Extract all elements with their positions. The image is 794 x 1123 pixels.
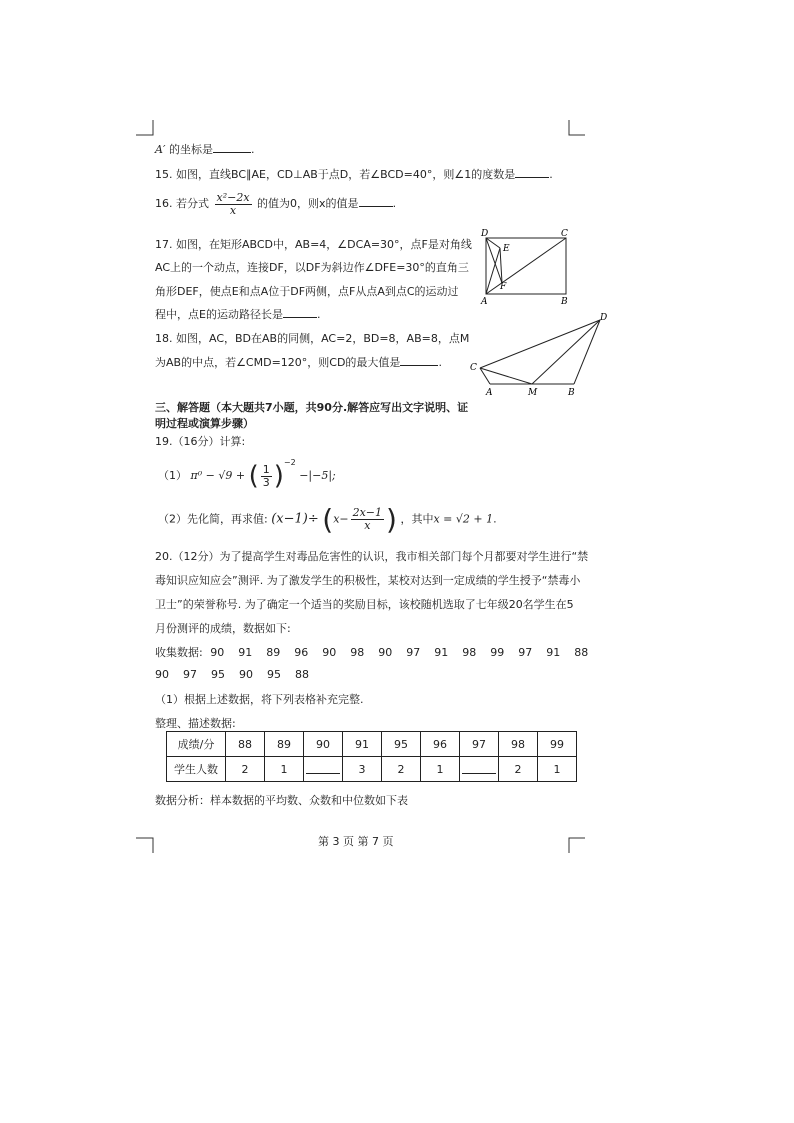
- table-cell-score: 97: [460, 732, 499, 757]
- data-value: 97: [183, 668, 197, 681]
- question-18-line-2-text: 为AB的中点，若∠CMD=120°，则CD的最大值是: [155, 356, 401, 369]
- collected-data-row-1: [155, 644, 602, 660]
- fraction-denominator: x: [364, 519, 371, 532]
- question-19-part-2: （2）先化简，再求值: (x−1)÷ (x− $\frac{2x-1}{x}$ ) ，其中x = √2 + 1.: [158, 503, 497, 536]
- question-16-pre: 16. 若分式: [155, 197, 209, 211]
- question-17-line-4-text: 程中，点E的运动路径长是: [155, 308, 283, 321]
- question-16-post: 的值为0，则x的值是: [257, 197, 359, 211]
- data-value: 91: [434, 646, 449, 659]
- answer-blank[interactable]: [213, 142, 251, 153]
- data-value: 97: [406, 646, 421, 659]
- question-20-line-2: 毒知识应知应会”测评. 为了激发学生的积极性，某校对达到一定成绩的学生授予“禁毒小: [155, 574, 581, 587]
- data-value: 91: [238, 646, 253, 659]
- point-label: A′: [155, 143, 166, 156]
- question-17-line-3: 角形DEF，使点E和点A位于DF两侧，点F从点A到点C的运动过: [155, 285, 459, 298]
- question-20-sub-1: （1）根据上述数据，将下列表格补充完整.: [155, 693, 364, 706]
- label-m: M: [528, 388, 538, 398]
- data-value: 98: [350, 646, 365, 659]
- data-value: 90: [239, 668, 253, 681]
- table-cell-score: 90: [304, 732, 343, 757]
- data-values: [210, 646, 602, 659]
- table-cell-score: 95: [382, 732, 421, 757]
- fraction-numerator: 1: [262, 462, 270, 476]
- question-19-end: .: [493, 512, 497, 526]
- given-label: ，其中: [400, 512, 434, 526]
- data-value: 91: [546, 646, 561, 659]
- fraction: [261, 464, 272, 488]
- label-f: F: [500, 282, 507, 292]
- table-cell-score: 98: [499, 732, 538, 757]
- fraction-numerator: 2x−1: [352, 506, 383, 520]
- expression: (x−1)÷: [271, 511, 319, 527]
- data-value: 96: [294, 646, 309, 659]
- q17-rectangle-figure: [478, 226, 578, 306]
- question-16: [155, 192, 396, 216]
- table-cell-count: 1: [421, 757, 460, 782]
- fraction: [215, 192, 252, 216]
- data-analysis-text: 数据分析：样本数据的平均数、众数和中位数如下表: [155, 794, 408, 807]
- question-18-line-1: 18. 如图，AC，BD在AB的同侧，AC=2，BD=8，AB=8，点M: [155, 332, 470, 345]
- exponent: −2: [283, 458, 296, 467]
- question-17-end: .: [316, 308, 321, 321]
- label-a: A: [481, 297, 488, 306]
- question-20-line-1: 20.（12分）为了提高学生对毒品危害性的认识，我市相关部门每个月都要对学生进行“禁: [155, 550, 589, 563]
- table-row-scores: [167, 732, 577, 757]
- data-value: 88: [295, 668, 309, 681]
- prev-question-end: .: [250, 143, 255, 156]
- label-e: E: [503, 244, 510, 254]
- expression: x−: [333, 512, 349, 526]
- prev-question-tail: [155, 141, 254, 157]
- question-17-line-4: [155, 306, 320, 322]
- question-19-part-1: （1） π⁰ − √9 + ( $\frac{1}{3}$ )$^{-2}$ −|−5|;: [158, 458, 336, 491]
- fraction-denominator: 3: [262, 475, 270, 489]
- label-d: D: [481, 229, 489, 239]
- fraction: [351, 507, 384, 531]
- question-19-title: 19.（16分）计算:: [155, 435, 246, 448]
- table-cell-count: 2: [382, 757, 421, 782]
- table-cell-count: 2: [226, 757, 265, 782]
- data-value: 89: [266, 646, 281, 659]
- table-cell-count: 3: [343, 757, 382, 782]
- label-b: B: [568, 388, 575, 398]
- label-a: A: [486, 388, 493, 398]
- label-c: C: [470, 363, 477, 373]
- expression: −|−5|;: [299, 469, 336, 482]
- question-17-line-2: AC上的一个动点，连接DF，以DF为斜边作∠DFE=30°的直角三: [155, 261, 469, 274]
- table-cell-score: 88: [226, 732, 265, 757]
- data-value: 98: [462, 646, 477, 659]
- part-label: （1）: [158, 469, 187, 482]
- label-d: D: [600, 313, 608, 323]
- question-15-text: 15. 如图，直线BC∥AE，CD⊥AB于点D，若∠BCD=40°，则∠1的度数是: [155, 168, 516, 181]
- organize-label: 整理、描述数据:: [155, 717, 236, 730]
- answer-blank[interactable]: [283, 307, 317, 318]
- question-20-line-3: 卫士”的荣誉称号. 为了确定一个适当的奖励目标，该校随机选取了七年级20名学生在5: [155, 598, 574, 611]
- data-value: 95: [211, 668, 225, 681]
- answer-blank[interactable]: [462, 761, 496, 774]
- score-table: [166, 731, 577, 782]
- table-cell-score: 96: [421, 732, 460, 757]
- question-16-end: .: [392, 197, 397, 211]
- data-values: [155, 668, 323, 681]
- given-value: x = √2 + 1: [433, 512, 494, 526]
- label-c: C: [561, 229, 568, 239]
- data-value: 99: [490, 646, 505, 659]
- data-value: 90: [322, 646, 337, 659]
- answer-blank[interactable]: [306, 761, 340, 774]
- table-cell-count: 1: [265, 757, 304, 782]
- fraction-denominator: x: [229, 203, 237, 217]
- table-cell-score: 91: [343, 732, 382, 757]
- question-15-end: .: [549, 168, 553, 181]
- table-cell-count: 1: [538, 757, 577, 782]
- data-value: 90: [378, 646, 393, 659]
- table-cell-score: 99: [538, 732, 577, 757]
- table-cell-blank[interactable]: [304, 757, 343, 782]
- question-20-line-4: 月份测评的成绩，数据如下:: [155, 622, 291, 635]
- table-cell-blank[interactable]: [460, 757, 499, 782]
- table-row-counts: [167, 757, 577, 782]
- table-header-count: 学生人数: [167, 757, 226, 782]
- expression: π⁰ − √9 +: [190, 469, 246, 482]
- table-cell-count: 2: [499, 757, 538, 782]
- data-value: 97: [518, 646, 533, 659]
- data-value: 88: [574, 646, 589, 659]
- answer-blank[interactable]: [515, 167, 549, 178]
- prev-question-text: 的坐标是: [165, 143, 213, 156]
- answer-blank[interactable]: [359, 196, 393, 207]
- question-15: [155, 166, 553, 182]
- table-header-score: 成绩/分: [167, 732, 226, 757]
- collected-data-row-2: [155, 668, 323, 681]
- q18-triangle-figure: [462, 310, 612, 400]
- data-value: 90: [210, 646, 225, 659]
- data-value: 90: [155, 668, 169, 681]
- label-b: B: [561, 297, 568, 306]
- collect-label: 收集数据:: [155, 646, 203, 659]
- page-footer: 第 3 页 第 7 页: [318, 835, 394, 848]
- table-cell-score: 89: [265, 732, 304, 757]
- question-18-line-2: [155, 354, 442, 370]
- part-label: （2）先化简，再求值:: [158, 512, 268, 526]
- question-17-line-1: 17. 如图，在矩形ABCD中，AB=4，∠DCA=30°，点F是对角线: [155, 238, 472, 251]
- section-3-heading-line-1: 三、解答题（本大题共7小题，共90分.解答应写出文字说明、证: [155, 401, 469, 414]
- answer-blank[interactable]: [400, 355, 438, 366]
- fraction-numerator: x²−2x: [216, 191, 250, 204]
- section-3-heading-line-2: 明过程或演算步骤）: [155, 417, 254, 430]
- question-18-end: .: [438, 356, 442, 369]
- data-value: 95: [267, 668, 281, 681]
